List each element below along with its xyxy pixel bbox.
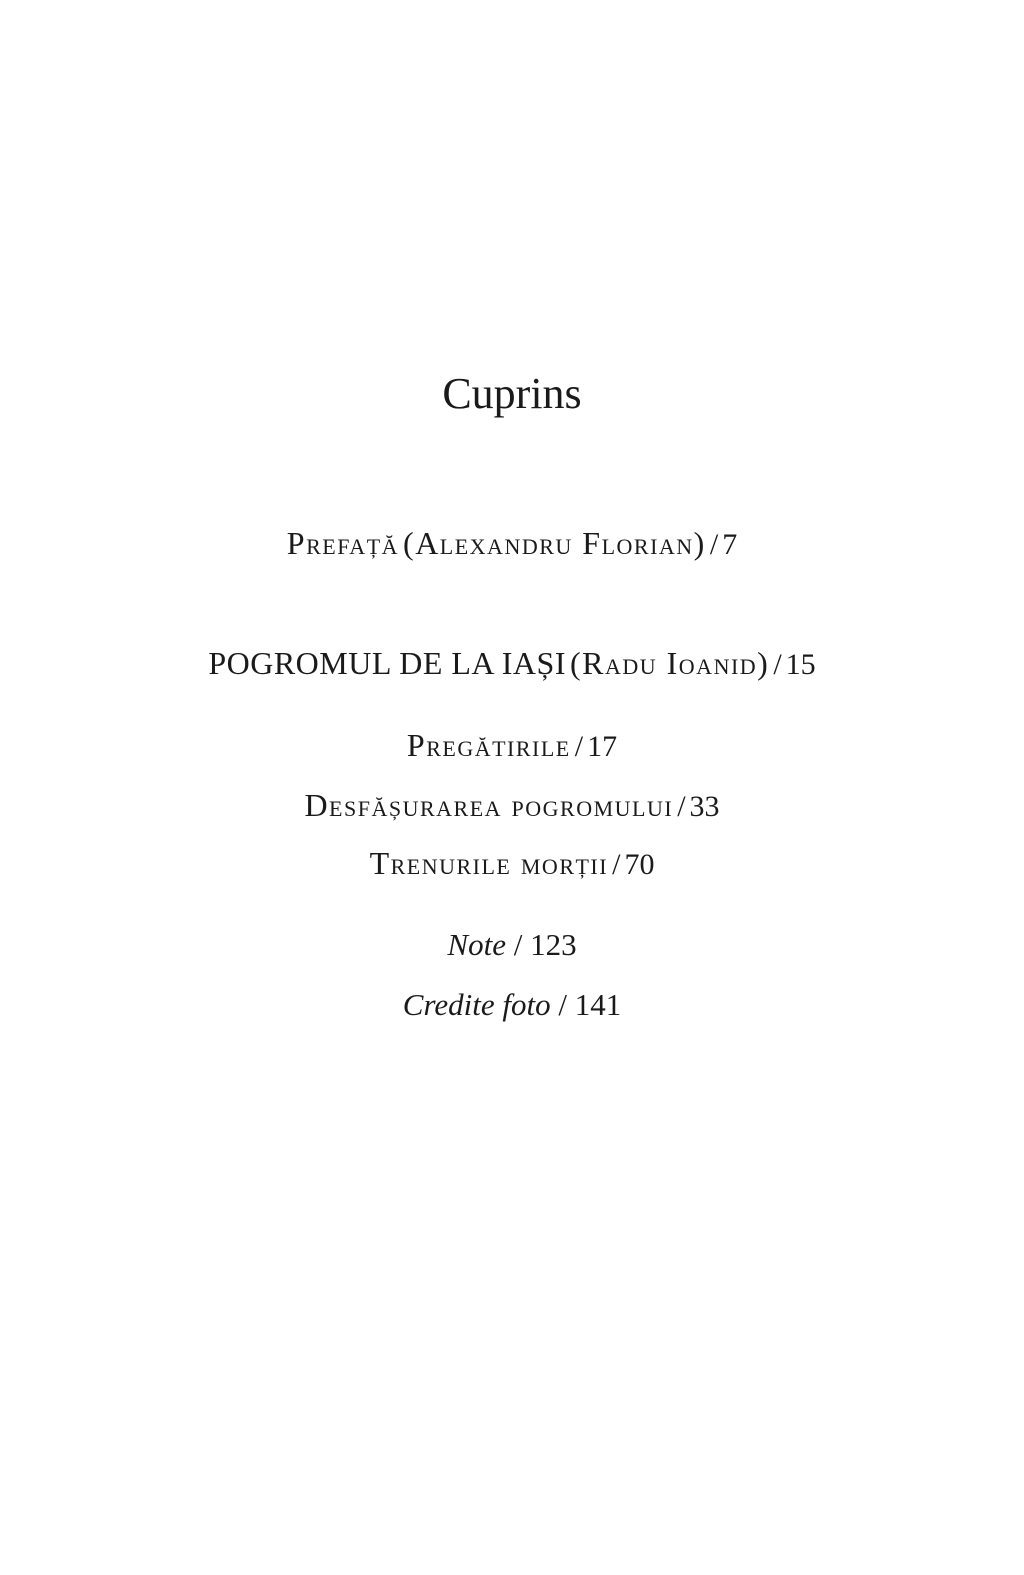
toc-entry-label: POGROMUL DE LA IAȘI — [208, 645, 566, 681]
toc-entry-page: 33 — [689, 790, 720, 823]
toc-entry-separator: / — [513, 927, 523, 962]
toc-entry-page: 15 — [785, 648, 816, 681]
toc-entry-page: 7 — [722, 528, 738, 561]
toc-entry-chapter — [0, 789, 1024, 822]
toc-entry-label: Desfășurarea pogromului — [304, 787, 674, 823]
toc-entry-part — [0, 647, 1024, 680]
toc-entry-page: 70 — [624, 848, 655, 881]
toc-entry-label: Prefață — [286, 525, 400, 561]
toc-entry-page: 123 — [530, 927, 577, 962]
toc-entry-chapter — [0, 847, 1024, 880]
toc-entry-separator: / — [677, 790, 686, 823]
toc-entry-preface — [0, 527, 1024, 560]
toc-entry-separator: / — [574, 730, 584, 763]
toc-entry-back-matter — [0, 989, 1024, 1020]
toc-entry-label: Note — [447, 927, 506, 962]
toc-entry-back-matter — [0, 929, 1024, 960]
toc-entry-author: (Alexandru Florian) — [403, 525, 706, 561]
toc-entry-label: Credite foto — [402, 987, 551, 1022]
toc-entry-separator: / — [612, 848, 621, 881]
toc-entry-separator: / — [558, 987, 567, 1022]
toc-entry-separator: / — [773, 648, 782, 681]
toc-entry-label: Pregătirile — [406, 727, 571, 763]
toc-entry-chapter — [0, 729, 1024, 762]
toc-entry-label: Trenurile morții — [369, 845, 609, 881]
toc-entry-separator: / — [709, 528, 719, 561]
toc-title: Cuprins — [442, 369, 582, 418]
toc-entry-page: 17 — [587, 730, 618, 763]
toc-entry-author: (Radu Ioanid) — [569, 645, 770, 681]
toc-entry-page: 141 — [574, 987, 622, 1022]
